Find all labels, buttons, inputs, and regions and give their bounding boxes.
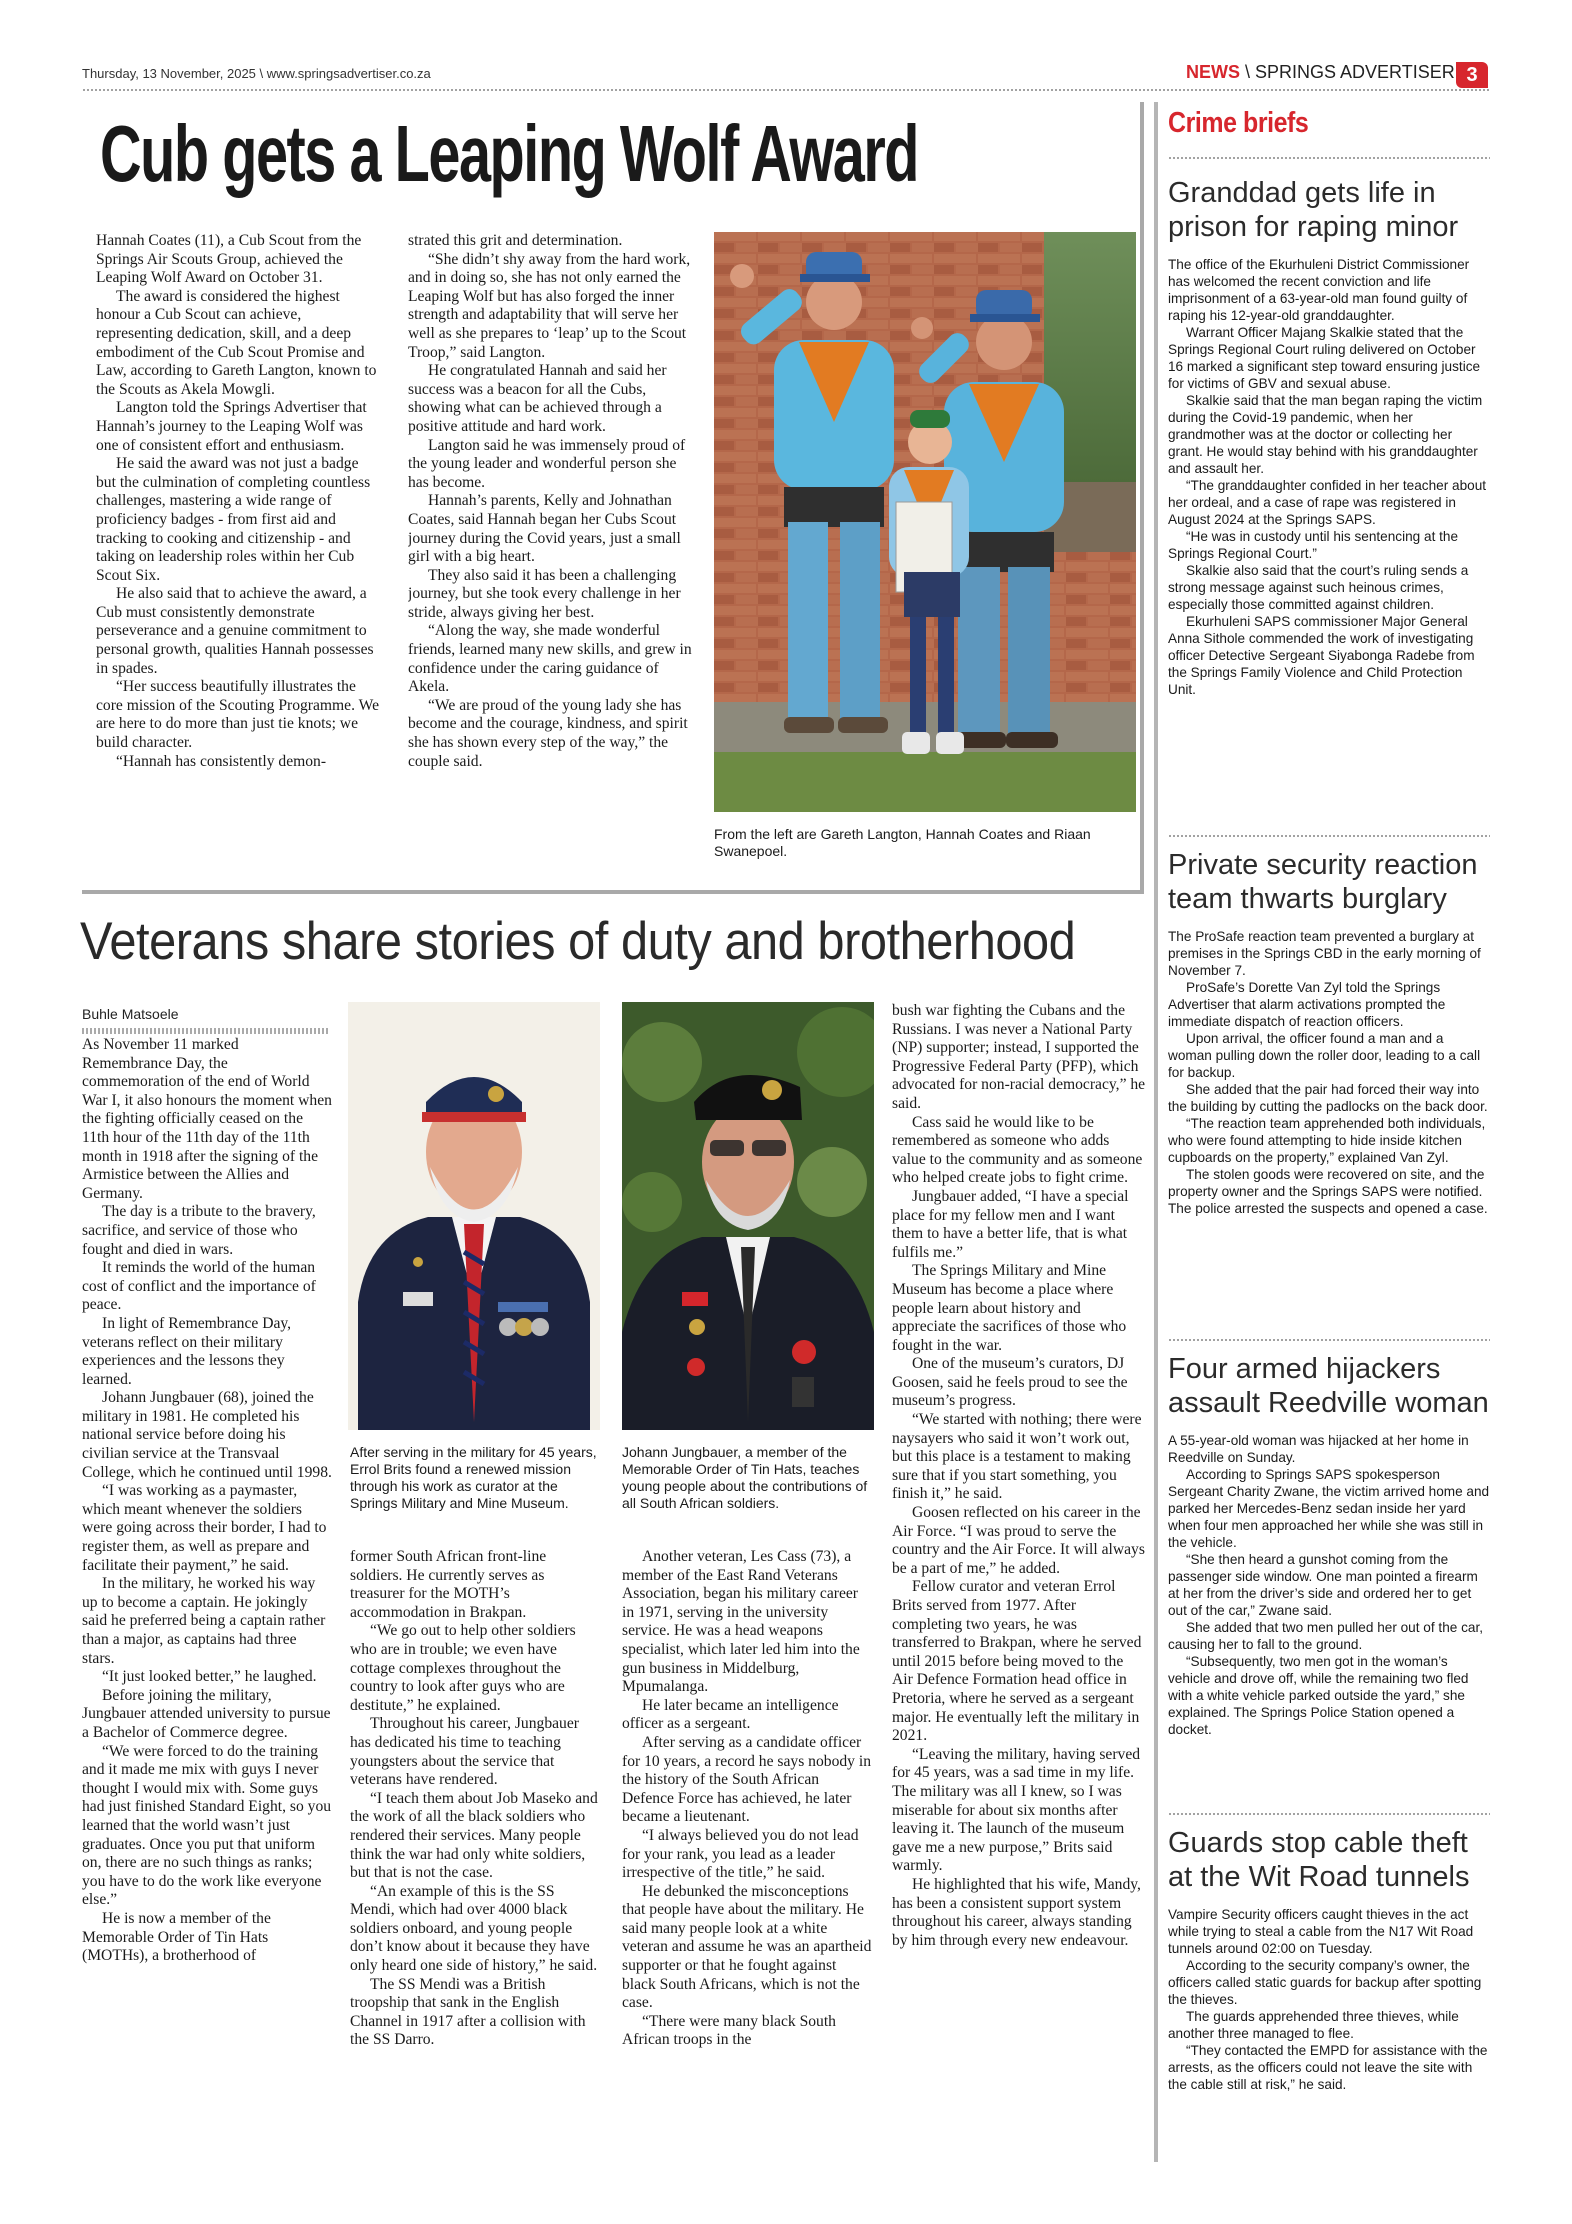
article1-col2 — [408, 232, 698, 874]
brief-1-headline: Granddad gets life in prison for raping minor — [1168, 177, 1459, 243]
brief-1-body — [1168, 256, 1490, 698]
article1-col2-p4: Langton said he was immensely proud of the young leader and wonderful person she has become. — [408, 436, 686, 491]
article1-col1-p7: “Hannah has consistently demon- — [116, 752, 327, 770]
brief-2-body — [1168, 928, 1490, 1217]
crime-briefs-sidebar-border — [1154, 102, 1158, 2162]
brief-3-headline: Four armed hijackers assault Reedville woman — [1168, 1353, 1489, 1419]
brief-4-body — [1168, 1906, 1490, 2093]
brief-1-p7: Ekurhuleni SAPS commissioner Major General Anna Sithole commended the work of investigating officer Detective Sergeant Siyabonga Radebe from the Springs Family Violence and Child Protection Unit. — [1168, 614, 1475, 697]
brief-divider-3 — [1168, 1812, 1490, 1817]
article2-col2-p3: Throughout his career, Jungbauer has dedicated his time to teaching youngsters about the service that veterans have rendered. — [350, 1715, 579, 1789]
article2-col4 — [892, 1002, 1146, 2160]
brief-1-p2: Warrant Officer Majang Skalkie stated that the Springs Regional Court ruling delivered on October 16 marked a significant step toward ensuring justice for victims of GBV and sexual abuse. — [1168, 325, 1481, 391]
article2-col1-p6: “I was working as a paymaster, which meant whenever the soldiers were going across their border, I had to register them, as well as prepare and facilitate their payment,” he said. — [82, 1482, 327, 1574]
article2-col1-p10: “We were forced to do the training and it made me mix with guys I never thought I would mix with. Some guys had just finished Standard Eight, so you learned that the world wasn’t just graduates. Once you put that uniform on, there are no such things as ranks; you have to do the work like everyone else.” — [82, 1742, 332, 1909]
article1-col1-p5: He also said that to achieve the award, a Cub must consistently demonstrate perseverance and a genuine commitment to personal growth, qualities Hannah possesses in spades. — [96, 585, 374, 677]
brief-1-p5: “He was in custody until his sentencing at the Springs Regional Court.” — [1168, 529, 1459, 561]
brief-1-p1: The office of the Ekurhuleni District Commissioner has welcomed the recent conviction and life imprisonment of a 63-year-old man found guilty of raping his 12-year-old granddaughter. — [1168, 257, 1470, 323]
article1-col2-p6: They also said it has been a challenging journey, but she took every challenge in her stride, always giving her best. — [408, 566, 681, 621]
article1-col1-p1: Hannah Coates (11), a Cub Scout from the Springs Air Scouts Group, achieved the Leaping Wolf Award on October 31. — [96, 232, 362, 287]
article1-col2-p8: “We are proud of the young lady she has become and the courage, kindness, and spirit she has shown every step of the way,” the couple said. — [408, 696, 688, 770]
article1-col2-p1: strated this grit and determination. — [408, 232, 623, 249]
brief-4-headline: Guards stop cable theft at the Wit Road tunnels — [1168, 1827, 1470, 1893]
article1-col1 — [96, 232, 382, 874]
brief-2-p1: The ProSafe reaction team prevented a burglary at premises in the Springs CBD in the early morning of November 7. — [1168, 929, 1481, 978]
brief-2-p2: ProSafe’s Dorette Van Zyl told the Springs Advertiser that alarm activations prompted the immediate dispatch of reaction officers. — [1168, 980, 1446, 1029]
article1-col2-p3: He congratulated Hannah and said her success was a beacon for all the Cubs, showing what can be achieved through a positive attitude and hard work. — [408, 362, 667, 435]
errol-brits-caption: After serving in the military for 45 years, Errol Brits found a renewed mission through his work as curator at the Springs Military and Mine Museum. — [350, 1444, 597, 1511]
brief-4-p2: According to the security company’s owner, the officers called static guards for backup after spotting the thieves. — [1168, 1958, 1482, 2007]
crime-briefs-label: Crime briefs — [1168, 107, 1309, 139]
brief-1-p4: “The granddaughter confided in her teacher about her ordeal, and a case of rape was registered in August 2024 at the Springs SAPS. — [1168, 478, 1487, 527]
article2-col4-p2: Cass said he would like to be remembered as someone who adds value to the community and as someone who helped create jobs to fight crime. — [892, 1113, 1143, 1187]
article2-col1-p9: Before joining the military, Jungbauer attended university to pursue a Bachelor of Commerce degree. — [82, 1686, 331, 1741]
article2-col3-p3: After serving as a candidate officer for 10 years, a record he says nobody in the history of the South African Defence Force has achieved, he later became a lieutenant. — [622, 1733, 871, 1826]
article2-col4-p9: “Leaving the military, having served for 45 years, was a sad time in my life. The military was all I knew, so I was miserable for about six months after leaving it. The launch of the museum gave me a new purpose,” Brits said warmly. — [892, 1745, 1141, 1875]
brief-2-p4: She added that the pair had forced their way into the building by cutting the padlocks on the back door. — [1168, 1082, 1488, 1114]
brief-3-body — [1168, 1432, 1490, 1738]
article2-col1-p4: In light of Remembrance Day, veterans reflect on their military experiences and the lessons they learned. — [82, 1314, 292, 1388]
brief-3-p4: She added that two men pulled her out of the car, causing her to fall to the ground. — [1168, 1620, 1483, 1652]
johann-jungbauer-illustration — [622, 1002, 874, 1430]
article2-col4-p6: “We started with nothing; there were naysayers who said it won’t work out, but this place is a testament to making sure that if you start something, you finish it,” he said. — [892, 1411, 1142, 1503]
brief-3-p2: According to Springs SAPS spokesperson Sergeant Charity Zwane, the victim arrived home and parked her Mercedes-Benz sedan inside her yard when four men approached her while she was still in the vehicle. — [1168, 1467, 1490, 1550]
brief-1-p6: Skalkie also said that the court’s ruling sends a strong message against such heinous crimes, especially those committed against children. — [1168, 563, 1469, 612]
article2-col3-p2: He later became an intelligence officer as a sergeant. — [622, 1696, 839, 1733]
article2-col1-p2: The day is a tribute to the bravery, sacrifice, and service of those who fought and died in wars. — [82, 1203, 316, 1258]
article2-col1-p7: In the military, he worked his way up to become a captain. He jokingly said he preferred being a captain rather than a major, as captains had three stars. — [82, 1575, 326, 1667]
scouts-photo-illustration — [714, 232, 1136, 812]
johann-jungbauer-caption: Johann Jungbauer, a member of the Memorable Order of Tin Hats, teaches young people about the contributions of all South African soldiers. — [622, 1444, 868, 1511]
section-label: NEWS — [1186, 62, 1240, 82]
article1-col2-p7: “Along the way, she made wonderful friends, learned many new skills, and grew in confidence under the caring guidance of Akela. — [408, 622, 692, 696]
brief-3-p1: A 55-year-old woman was hijacked at her home in Reedville on Sunday. — [1168, 1433, 1469, 1465]
article2-col4-p3: Jungbauer added, “I have a special place for my fellow men and I want them to have a better life, that is what fulfils me.” — [892, 1187, 1129, 1261]
article2-col4-p10: He highlighted that his wife, Mandy, has been a consistent support system throughout his career, always standing by him through every new endeavour. — [892, 1875, 1141, 1949]
brief-1-p3: Skalkie said that the man began raping the victim during the Covid-19 pandemic, when her grandmother was at the doctor or collecting her grant. He would stay behind with his granddaughter and assault her. — [1168, 393, 1483, 476]
scouts-photo-caption: From the left are Gareth Langton, Hannah Coates and Riaan Swanepoel. — [714, 826, 1091, 859]
page-number-badge — [1456, 62, 1488, 88]
article2-col1-p8: “It just looked better,” he laughed. — [102, 1668, 317, 1686]
brief-2 — [1168, 848, 1490, 1217]
article1-col1-p2: The award is considered the highest honour a Cub Scout can achieve, representing dedication, skill, and a deep embodiment of the Cub Scout Promise and Law, according to Gareth Langton, known to the Scouts as Akela Mowgli. — [96, 287, 377, 398]
article2-col3-p5: He debunked the misconceptions that people have about the military. He said many people look at a white veteran and assume he was an apartheid supporter or that he fought against black South Africans, which is not the case. — [622, 1882, 872, 2012]
brief-2-headline: Private security reaction team thwarts burglary — [1168, 849, 1478, 915]
errol-brits-illustration — [348, 1002, 600, 1430]
brief-4-p1: Vampire Security officers caught thieves in the act while trying to steal a cable from the N17 Wit Road tunnels around 02:00 on Tuesday. — [1168, 1907, 1474, 1956]
crime-briefs-rule — [1168, 156, 1490, 161]
article2-col3 — [622, 1548, 872, 2160]
article2-col2-p5: “An example of this is the SS Mendi, which had over 4000 black soldiers onboard, and young people don’t know about it because they have only heard one side of history,” he said. — [350, 1882, 598, 1975]
brief-4-p3: The guards apprehended three thieves, while another three managed to flee. — [1168, 2009, 1459, 2041]
article2-col4-p7: Goosen reflected on his career in the Air Force. “I was proud to serve the country and the Air Force. It will always be a part of me,” he added. — [892, 1504, 1145, 1577]
brief-2-p6: The stolen goods were recovered on site, and the property owner and the Springs SAPS were notified. The police arrested the suspects and opened a case. — [1168, 1167, 1488, 1216]
article1-col1-p3: Langton told the Springs Advertiser that Hannah’s journey to the Leaping Wolf was one of consistent effort and enthusiasm. — [96, 399, 367, 454]
johann-jungbauer-photo — [622, 1002, 874, 1430]
article2-col4-p1: bush war fighting the Cubans and the Russians. I was never a National Party (NP) supporter; instead, I supported the Progressive Federal Party (PFP), which advocated for non-racial democracy,” he said. — [892, 1002, 1146, 1112]
brief-divider-1 — [1168, 834, 1490, 839]
article2-col1 — [82, 1036, 332, 2160]
article2-col1-p1: As November 11 marked Remembrance Day, the commemoration of the end of World War I, it also honours the moment when the fighting officially ceased on the 11th hour of the 11th day of the 11th month in 1918 after the signing of the Armistice between the Allies and Germany. — [82, 1036, 332, 1202]
header-rule — [82, 88, 1490, 93]
article2-col3-p1: Another veteran, Les Cass (73), a member of the East Rand Veterans Association, began his military career in 1971, serving in the university service. He was a head weapons specialist, which later led him into the gun business in Middelburg, Mpumalanga. — [622, 1548, 860, 1696]
article2-col2 — [350, 1548, 602, 2160]
brief-2-p3: Upon arrival, the officer found a man and a woman pulling down the roller door, leading to a call for backup. — [1168, 1031, 1481, 1080]
article1-col1-p4: He said the award was not just a badge but the culmination of completing countless challenges, mastering a wide range of proficiency badges - from first aid and tracking to cooking and citizenship - and taking on leadership roles within her Cub Scout Six. — [96, 455, 371, 584]
scouts-photo — [714, 232, 1136, 812]
brief-3-p5: “Subsequently, two men got in the woman’s vehicle and drove off, while the remaining two fled with a white vehicle parked outside the yard,” she explained. The Springs Police Station opened a docket. — [1168, 1654, 1469, 1737]
article2-col2-p4: “I teach them about Job Maseko and the work of all the black soldiers who rendered their services. Many people think the war had only white soldiers, but that is not the case. — [350, 1789, 598, 1882]
errol-brits-photo — [348, 1002, 600, 1430]
article2-col4-p5: One of the museum’s curators, DJ Goosen, said he feels proud to see the museum’s progress. — [892, 1355, 1128, 1410]
article2-col2-p6: The SS Mendi was a British troopship that sank in the English Channel in 1917 after a collision with the SS Darro. — [350, 1975, 586, 2049]
byline-rule — [82, 1028, 328, 1034]
brief-4 — [1168, 1826, 1490, 2093]
article2-col2-p1: former South African front-line soldiers. He currently serves as treasurer for the MOTH’s accommodation in Brakpan. — [350, 1548, 547, 1621]
brief-1 — [1168, 176, 1490, 698]
article1-col2-p5: Hannah’s parents, Kelly and Johnathan Coates, said Hannah began her Cubs Scout journey during the Covid years, just a small girl with a big heart. — [408, 492, 681, 566]
header-section — [1186, 62, 1455, 83]
header-date-url: Thursday, 13 November, 2025 \ www.springsadvertiser.co.za — [82, 66, 431, 81]
article1-col1-p6: “Her success beautifully illustrates the core mission of the Scouting Programme. We are here to do more than just tie knots; we build character. — [96, 678, 379, 752]
article2-col4-p4: The Springs Military and Mine Museum has become a place where people learn about history and appreciate the sacrifices of those who fought in the war. — [892, 1262, 1127, 1354]
paper-name: \ SPRINGS ADVERTISER — [1245, 62, 1455, 82]
article1-headline: Cub gets a Leaping Wolf Award — [100, 109, 919, 198]
article2-headline: Veterans share stories of duty and brotherhood — [80, 912, 1076, 971]
article2-col1-p11: He is now a member of the Memorable Order of Tin Hats (MOTHs), a brotherhood of — [82, 1909, 271, 1965]
article2-col3-p4: “I always believed you do not lead for your rank, you lead as a leader irrespective of the title,” he said. — [622, 1826, 859, 1882]
brief-4-p4: “They contacted the EMPD for assistance with the arrests, as the officers could not leave the site with the cable still at risk,” he said. — [1168, 2043, 1488, 2092]
article2-col2-p2: “We go out to help other soldiers who are in trouble; we even have cottage complexes throughout the country to look after guys who are destitute,” he explained. — [350, 1622, 576, 1714]
article1-col2-p2: “She didn’t shy away from the hard work, and in doing so, she has not only earned the Leaping Wolf but has also forged the inner strength and adaptability that will serve her well as she prepares to ‘leap’ up to the Scout Troop,” said Langton. — [408, 250, 691, 361]
brief-3-p3: “She then heard a gunshot coming from the passenger side window. One man pointed a firearm at her from the driver’s side and ordered her to get out of the car,” Zwane said. — [1168, 1552, 1478, 1618]
brief-3 — [1168, 1352, 1490, 1738]
article2-col3-p6: “There were many black South African troops in the — [622, 2012, 836, 2049]
brief-2-p5: “The reaction team apprehended both individuals, who were found attempting to hide inside kitchen cupboards on the property,” explained Van Zyl. — [1168, 1116, 1486, 1165]
article2-col1-p5: Johann Jungbauer (68), joined the military in 1981. He completed his national service before doing his civilian service at the Transvaal College, which he continued until 1998. — [82, 1389, 332, 1481]
brief-divider-2 — [1168, 1338, 1490, 1343]
article2-byline: Buhle Matsoele — [82, 1006, 179, 1022]
page-number: 3 — [1466, 64, 1478, 86]
article2-col4-p8: Fellow curator and veteran Errol Brits served from 1977. After completing two years, he was transferred to Brakpan, where he served until 2015 before being moved to the Air Defence Formation head office in Pretoria, where he served as a sergeant major. He eventually left the military in 2021. — [892, 1578, 1142, 1745]
article2-col1-p3: It reminds the world of the human cost of conflict and the importance of peace. — [82, 1259, 316, 1314]
